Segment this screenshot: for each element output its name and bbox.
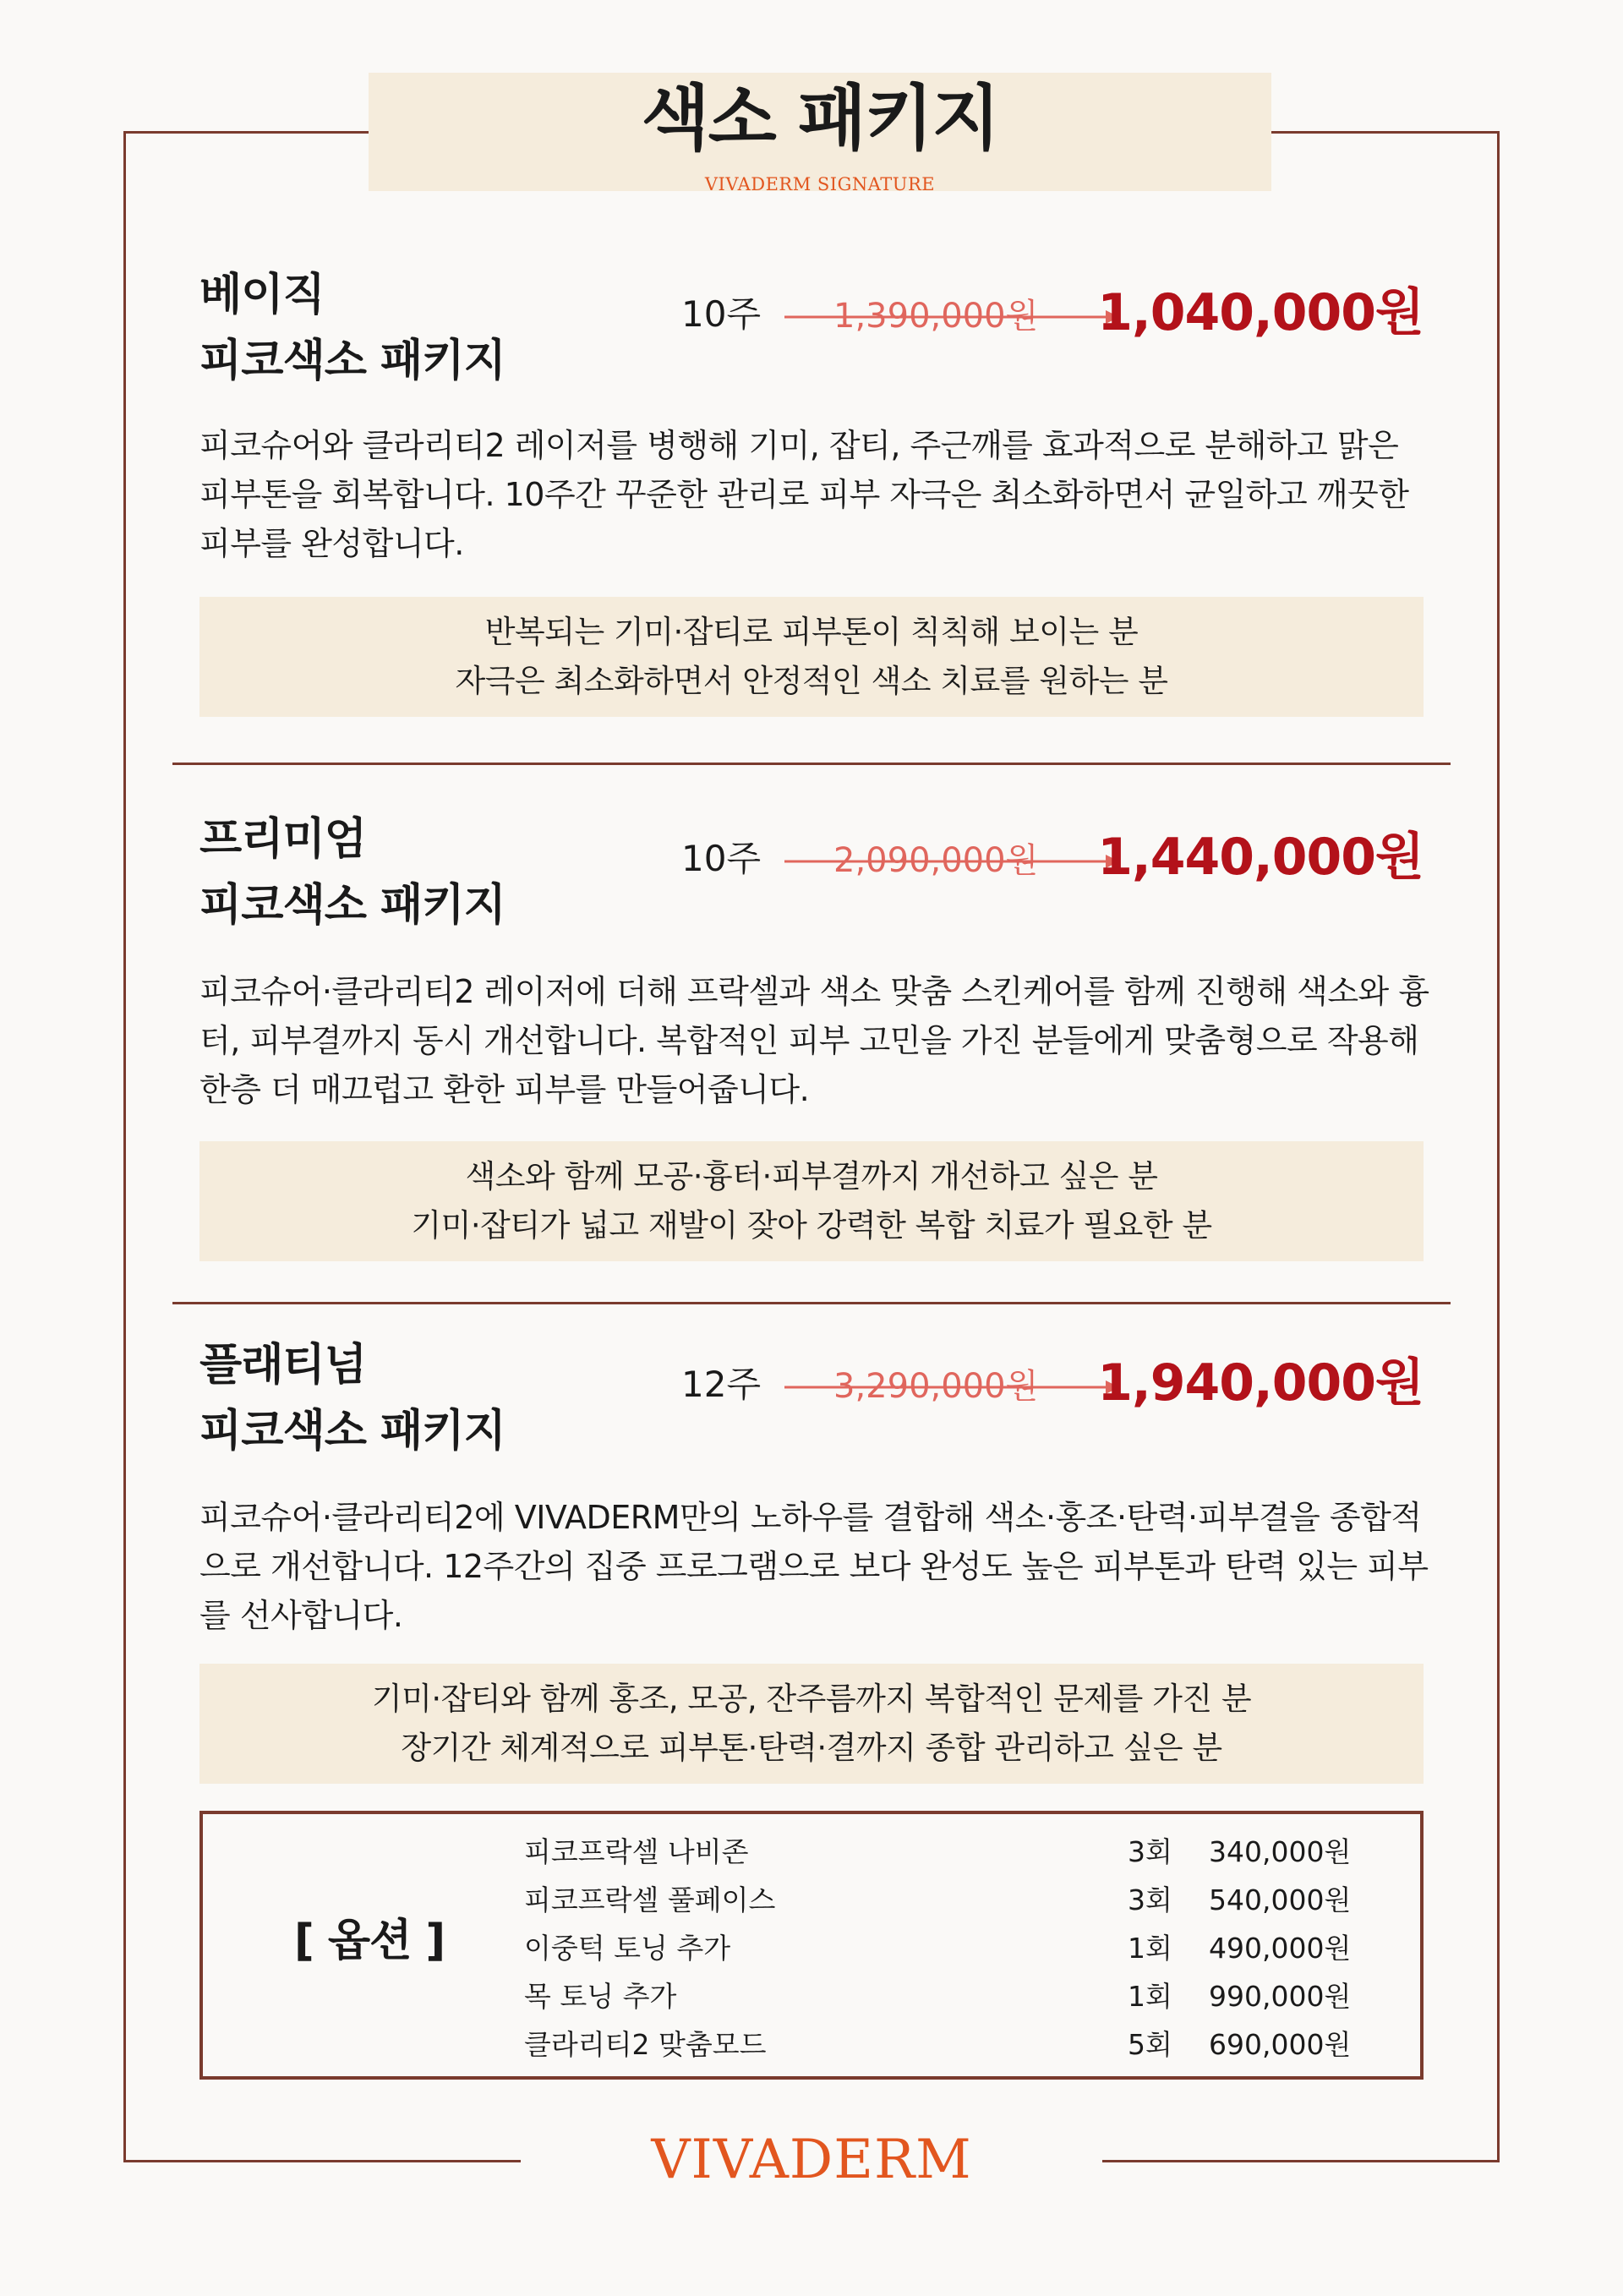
frame-top-right	[1271, 131, 1500, 134]
options-label: [ 옵션 ]	[294, 1916, 445, 1966]
option-price: 340,000원	[1209, 1835, 1352, 1868]
section-divider	[172, 1302, 1451, 1304]
option-count: 5회	[1128, 2028, 1172, 2061]
package-tier: 플래티넘	[199, 1340, 366, 1391]
package-tier: 베이직	[199, 270, 325, 320]
option-row	[524, 2021, 1369, 2069]
package-title	[199, 806, 505, 938]
target-line: 반복되는 기미·잡티로 피부톤이 칙칙해 보이는 분	[484, 614, 1139, 650]
title-box	[369, 73, 1271, 194]
description-line: 피코슈어·클라리티2에 VIVADERM만의 노하우를 결합해 색소·홍조·탄력·피부결을 종합적	[199, 1499, 1422, 1536]
package-title	[199, 1332, 505, 1464]
option-name: 클라리티2 맞춤모드	[524, 2028, 767, 2061]
option-price: 690,000원	[1209, 2028, 1352, 2061]
price-arrow-icon	[784, 296, 1119, 338]
options-box	[199, 1811, 1424, 2080]
package-description	[199, 421, 1424, 568]
target-line: 장기간 체계적으로 피부톤·탄력·결까지 종합 관리하고 싶은 분	[401, 1730, 1222, 1766]
page-title: 색소 패키지	[641, 77, 999, 160]
brand-logo: VIVADERM	[651, 2129, 972, 2191]
description-line: 피부를 완성합니다.	[199, 525, 464, 562]
target-line: 자극은 최소화하면서 안정적인 색소 치료를 원하는 분	[455, 663, 1168, 699]
package-description	[199, 967, 1429, 1114]
original-price: 2,090,000원	[833, 841, 1039, 880]
target-line: 색소와 함께 모공·흉터·피부결까지 개선하고 싶은 분	[465, 1158, 1158, 1194]
section-divider	[172, 763, 1451, 765]
description-line: 피부톤을 회복합니다. 10주간 꾸준한 관리로 피부 자극은 최소화하면서 균일하고 깨끗한	[199, 476, 1409, 513]
package-name: 피코색소 패키지	[199, 1406, 505, 1457]
option-row	[524, 1829, 1369, 1876]
package-tier: 프리미엄	[199, 814, 366, 865]
package-weeks: 12주	[681, 1364, 762, 1405]
original-price: 3,290,000원	[833, 1367, 1039, 1406]
sale-price: 1,940,000원	[1097, 1353, 1424, 1413]
option-count: 3회	[1128, 1835, 1172, 1868]
option-price: 490,000원	[1209, 1932, 1352, 1965]
package-name: 피코색소 패키지	[199, 880, 505, 931]
description-line: 를 선사합니다.	[199, 1597, 403, 1634]
price-arrow-icon	[784, 840, 1119, 883]
sale-price: 1,040,000원	[1097, 283, 1424, 342]
target-box	[199, 1664, 1424, 1784]
description-line: 터, 피부결까지 동시 개선합니다. 복합적인 피부 고민을 가진 분들에게 맞춤형으로 작용해	[199, 1022, 1419, 1059]
option-row	[524, 1877, 1369, 1924]
page-subtitle: VIVADERM SIGNATURE	[704, 174, 936, 194]
option-name: 이중턱 토닝 추가	[524, 1932, 731, 1965]
target-line: 기미·잡티가 넓고 재발이 잦아 강력한 복합 치료가 필요한 분	[411, 1207, 1212, 1244]
target-line: 기미·잡티와 함께 홍조, 모공, 잔주름까지 복합적인 문제를 가진 분	[371, 1681, 1252, 1717]
option-price: 540,000원	[1209, 1883, 1352, 1916]
package-description	[199, 1493, 1429, 1640]
original-price: 1,390,000원	[833, 297, 1039, 336]
frame-top-left	[123, 131, 369, 134]
frame-left	[123, 131, 126, 2160]
target-box	[199, 1141, 1424, 1261]
option-count: 3회	[1128, 1883, 1172, 1916]
sale-price: 1,440,000원	[1097, 828, 1424, 887]
package-name: 피코색소 패키지	[199, 336, 505, 386]
package-weeks: 10주	[681, 293, 762, 335]
option-row	[524, 1973, 1369, 2020]
option-name: 피코프락셀 풀페이스	[524, 1883, 776, 1916]
option-count: 1회	[1128, 1932, 1172, 1965]
frame-right	[1497, 131, 1500, 2160]
package-title	[199, 262, 505, 394]
option-row	[524, 1925, 1369, 1972]
target-box	[199, 597, 1424, 717]
description-line: 으로 개선합니다. 12주간의 집중 프로그램으로 보다 완성도 높은 피부톤과 탄력 있는 피부	[199, 1548, 1429, 1585]
description-line: 피코슈어·클라리티2 레이저에 더해 프락셀과 색소 맞춤 스킨케어를 함께 진행해 색소와 흉	[199, 973, 1429, 1010]
description-line: 피코슈어와 클라리티2 레이저를 병행해 기미, 잡티, 주근깨를 효과적으로 분해하고 맑은	[199, 427, 1399, 464]
option-price: 990,000원	[1209, 1980, 1352, 2013]
option-name: 목 토닝 추가	[524, 1980, 677, 2013]
description-line: 한층 더 매끄럽고 환한 피부를 만들어줍니다.	[199, 1071, 810, 1108]
package-weeks: 10주	[681, 838, 762, 879]
option-count: 1회	[1128, 1980, 1172, 2013]
price-arrow-icon	[784, 1366, 1119, 1408]
option-name: 피코프락셀 나비존	[524, 1835, 749, 1868]
